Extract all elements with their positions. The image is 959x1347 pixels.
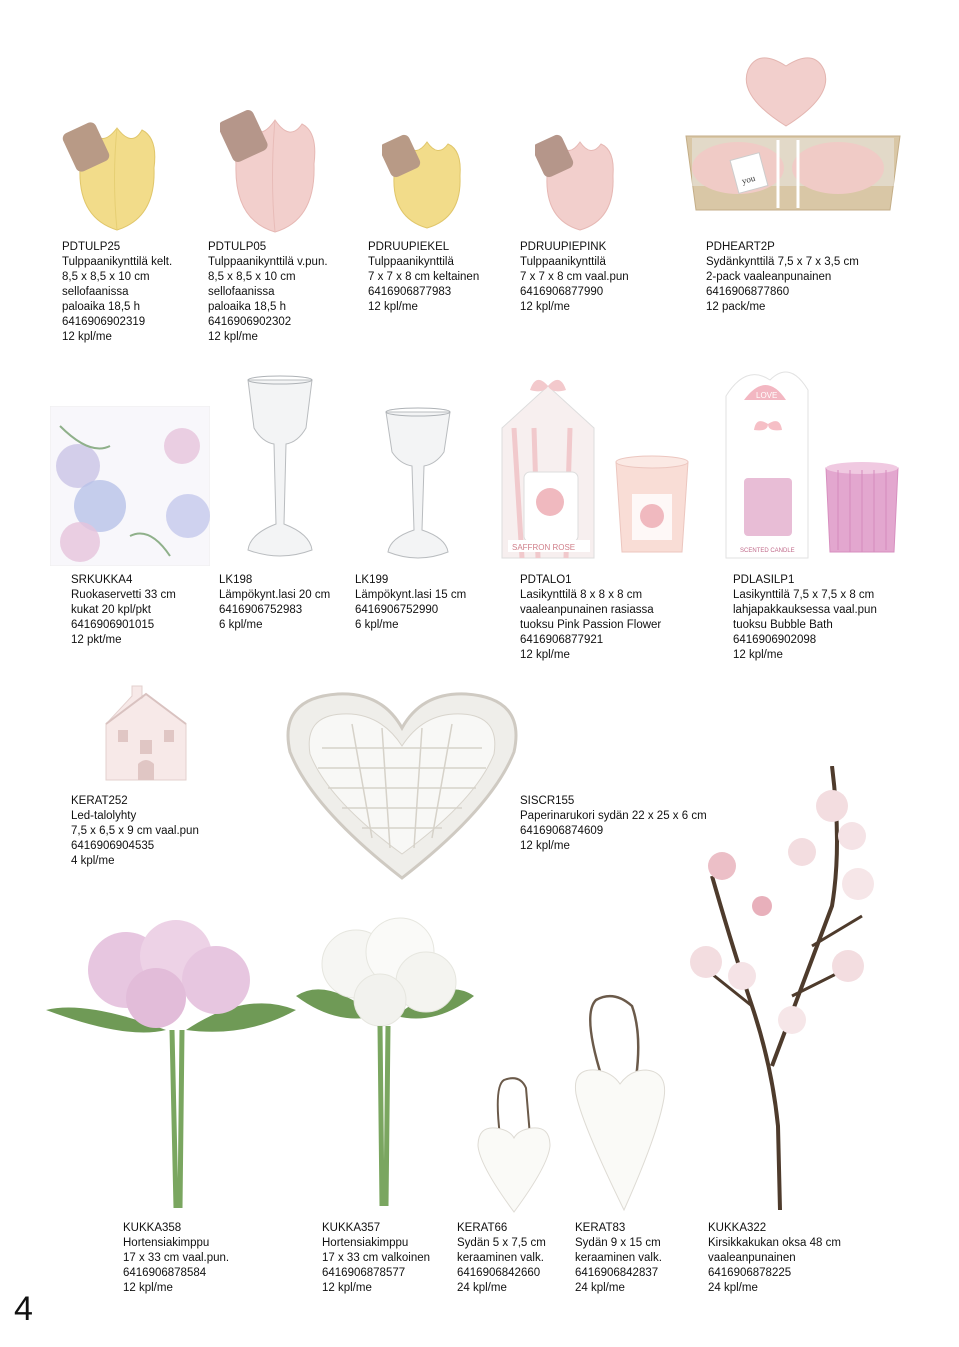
product-line: Tulppaanikynttilä	[520, 256, 606, 268]
product-line: 6416906877921	[520, 634, 604, 646]
white-hydrangea-bouquet-image	[296, 916, 474, 1208]
product-line: 12 kpl/me	[368, 301, 418, 313]
product-code: PDRUUPIEKEL	[368, 241, 450, 253]
product-line: 6416906902098	[733, 634, 817, 646]
product-code: PDTULP25	[62, 241, 121, 253]
product-line: sellofaanissa	[208, 286, 275, 298]
product-line: vaaleanpunainen	[708, 1252, 796, 1264]
product-line: 8,5 x 8,5 x 10 cm	[208, 271, 296, 283]
yellow-tulip-candle-image	[62, 108, 172, 238]
product-line: Lämpökynt.lasi 20 cm	[219, 589, 331, 601]
product-line: 7 x 7 x 8 cm vaal.pun	[520, 271, 629, 283]
product-caption	[575, 1221, 662, 1296]
product-line: 12 kpl/me	[520, 649, 570, 661]
product-line: 6416906878577	[322, 1267, 406, 1279]
product-line: 12 kpl/me	[123, 1282, 173, 1294]
product-line: 17 x 33 cm vaal.pun.	[123, 1252, 230, 1264]
small-pink-tulip-candle-image	[535, 126, 625, 234]
product-caption	[355, 573, 466, 633]
product-line: 12 pkt/me	[71, 634, 122, 646]
small-yellow-tulip-candle-image	[382, 128, 472, 232]
product-line: 6416906902302	[208, 316, 292, 328]
product-code: KUKKA322	[708, 1222, 767, 1234]
floral-napkin-image	[50, 406, 210, 566]
product-line: vaaleanpunainen rasiassa	[520, 604, 654, 616]
product-line: Lasikynttilä 8 x 8 x 8 cm	[520, 589, 643, 601]
product-caption	[733, 573, 877, 663]
product-caption	[368, 240, 479, 315]
product-line: paloaika 18,5 h	[62, 301, 141, 313]
product-code: KERAT83	[575, 1222, 626, 1234]
product-line: 6416906877990	[520, 286, 604, 298]
product-code: PDTULP05	[208, 241, 267, 253]
product-code: KERAT252	[71, 795, 128, 807]
product-line: 7,5 x 6,5 x 9 cm vaal.pun	[71, 825, 199, 837]
product-line: 6 kpl/me	[355, 619, 399, 631]
product-caption	[322, 1221, 430, 1296]
product-line: 12 kpl/me	[520, 840, 570, 852]
product-code: PDLASILP1	[733, 574, 795, 586]
heart-wicker-basket-image	[282, 688, 522, 884]
product-code: LK199	[355, 574, 389, 586]
product-code: SISCR155	[520, 795, 575, 807]
product-line: Tulppaanikynttilä kelt.	[62, 256, 173, 268]
tall-glass-candle-holder-image	[240, 374, 320, 564]
pink-hydrangea-bouquet-image	[46, 920, 298, 1212]
product-line: lahjapakkauksessa vaal.pun	[733, 604, 877, 616]
product-line: 2-pack vaaleanpunainen	[706, 271, 832, 283]
product-line: paloaika 18,5 h	[208, 301, 287, 313]
product-line: tuoksu Bubble Bath	[733, 619, 833, 631]
product-caption	[706, 240, 859, 315]
product-line: Sydän 5 x 7,5 cm	[457, 1237, 546, 1249]
product-line: 12 kpl/me	[733, 649, 783, 661]
product-line: Led-talolyhty	[71, 810, 137, 822]
product-line: kukat 20 kpl/pkt	[71, 604, 151, 616]
product-caption	[208, 240, 328, 345]
pink-tulip-candle-image	[220, 98, 330, 238]
product-line: 6416906842660	[457, 1267, 541, 1279]
large-ceramic-heart-image	[572, 994, 668, 1216]
card-you-text: you	[740, 172, 757, 186]
product-line: 6416906901015	[71, 619, 155, 631]
product-line: 6416906904535	[71, 840, 155, 852]
product-code: KUKKA358	[123, 1222, 182, 1234]
product-line: 6416906752990	[355, 604, 439, 616]
rose-candle-giftbox-image	[494, 376, 694, 566]
product-line: 12 kpl/me	[322, 1282, 372, 1294]
box-scented-text: SCENTED CANDLE	[740, 548, 795, 554]
product-line: keraaminen valk.	[575, 1252, 662, 1264]
product-line: 12 pack/me	[706, 301, 766, 313]
product-line: 24 kpl/me	[575, 1282, 625, 1294]
heart-candle-giftbox-image	[678, 40, 908, 240]
product-line: 6416906902319	[62, 316, 146, 328]
product-caption	[457, 1221, 546, 1296]
product-line: Lämpökynt.lasi 15 cm	[355, 589, 467, 601]
page-number: 4	[14, 1290, 33, 1328]
product-line: Sydän 9 x 15 cm	[575, 1237, 661, 1249]
product-caption	[62, 240, 172, 345]
product-caption	[520, 573, 661, 663]
product-line: 6416906877860	[706, 286, 790, 298]
product-line: tuoksu Pink Passion Flower	[520, 619, 662, 631]
product-line: 8,5 x 8,5 x 10 cm	[62, 271, 150, 283]
product-line: Ruokaservetti 33 cm	[71, 589, 176, 601]
product-line: 6416906842837	[575, 1267, 659, 1279]
product-line: Sydänkynttilä 7,5 x 7 x 3,5 cm	[706, 256, 859, 268]
product-code: PDTALO1	[520, 574, 572, 586]
product-line: keraaminen valk.	[457, 1252, 544, 1264]
product-line: 17 x 33 cm valkoinen	[322, 1252, 431, 1264]
product-line: 6416906874609	[520, 825, 604, 837]
product-caption	[520, 794, 707, 854]
pink-glass-candle-giftbox-image	[716, 360, 906, 566]
short-glass-candle-holder-image	[380, 406, 456, 566]
product-line: 6416906752983	[219, 604, 303, 616]
product-code: KERAT66	[457, 1222, 508, 1234]
box-saffron-text: SAFFRON ROSE	[512, 543, 576, 552]
product-line: Hortensiakimppu	[322, 1237, 409, 1249]
product-line: Paperinarukori sydän 22 x 25 x 6 cm	[520, 810, 707, 822]
product-line: 12 kpl/me	[520, 301, 570, 313]
product-code: SRKUKKA4	[71, 574, 133, 586]
product-line: Tulppaanikynttilä	[368, 256, 454, 268]
product-caption	[520, 240, 629, 315]
product-line: 6416906877983	[368, 286, 452, 298]
product-line: 6416906878584	[123, 1267, 207, 1279]
product-line: 12 kpl/me	[208, 331, 258, 343]
label-love-text: LOVE	[756, 391, 778, 400]
product-line: Hortensiakimppu	[123, 1237, 210, 1249]
product-caption	[71, 573, 176, 648]
product-line: 12 kpl/me	[62, 331, 112, 343]
product-line: Lasikynttilä 7,5 x 7,5 x 8 cm	[733, 589, 875, 601]
product-line: 7 x 7 x 8 cm keltainen	[368, 271, 480, 283]
product-line: 6416906878225	[708, 1267, 792, 1279]
led-house-lantern-image	[102, 684, 190, 784]
product-line: 4 kpl/me	[71, 855, 115, 867]
product-code: LK198	[219, 574, 253, 586]
product-caption	[71, 794, 199, 869]
product-code: PDRUUPIEPINK	[520, 241, 607, 253]
product-line: 6 kpl/me	[219, 619, 263, 631]
small-ceramic-heart-image	[474, 1076, 554, 1216]
product-line: 24 kpl/me	[708, 1282, 758, 1294]
product-code: PDHEART2P	[706, 241, 775, 253]
product-line: Tulppaanikynttilä v.pun.	[208, 256, 328, 268]
product-code: KUKKA357	[322, 1222, 381, 1234]
product-caption	[708, 1221, 841, 1296]
product-line: sellofaanissa	[62, 286, 129, 298]
cherry-blossom-branch-image	[682, 766, 882, 1212]
product-line: Kirsikkakukan oksa 48 cm	[708, 1237, 841, 1249]
product-caption	[219, 573, 330, 633]
product-caption	[123, 1221, 229, 1296]
product-line: 24 kpl/me	[457, 1282, 507, 1294]
